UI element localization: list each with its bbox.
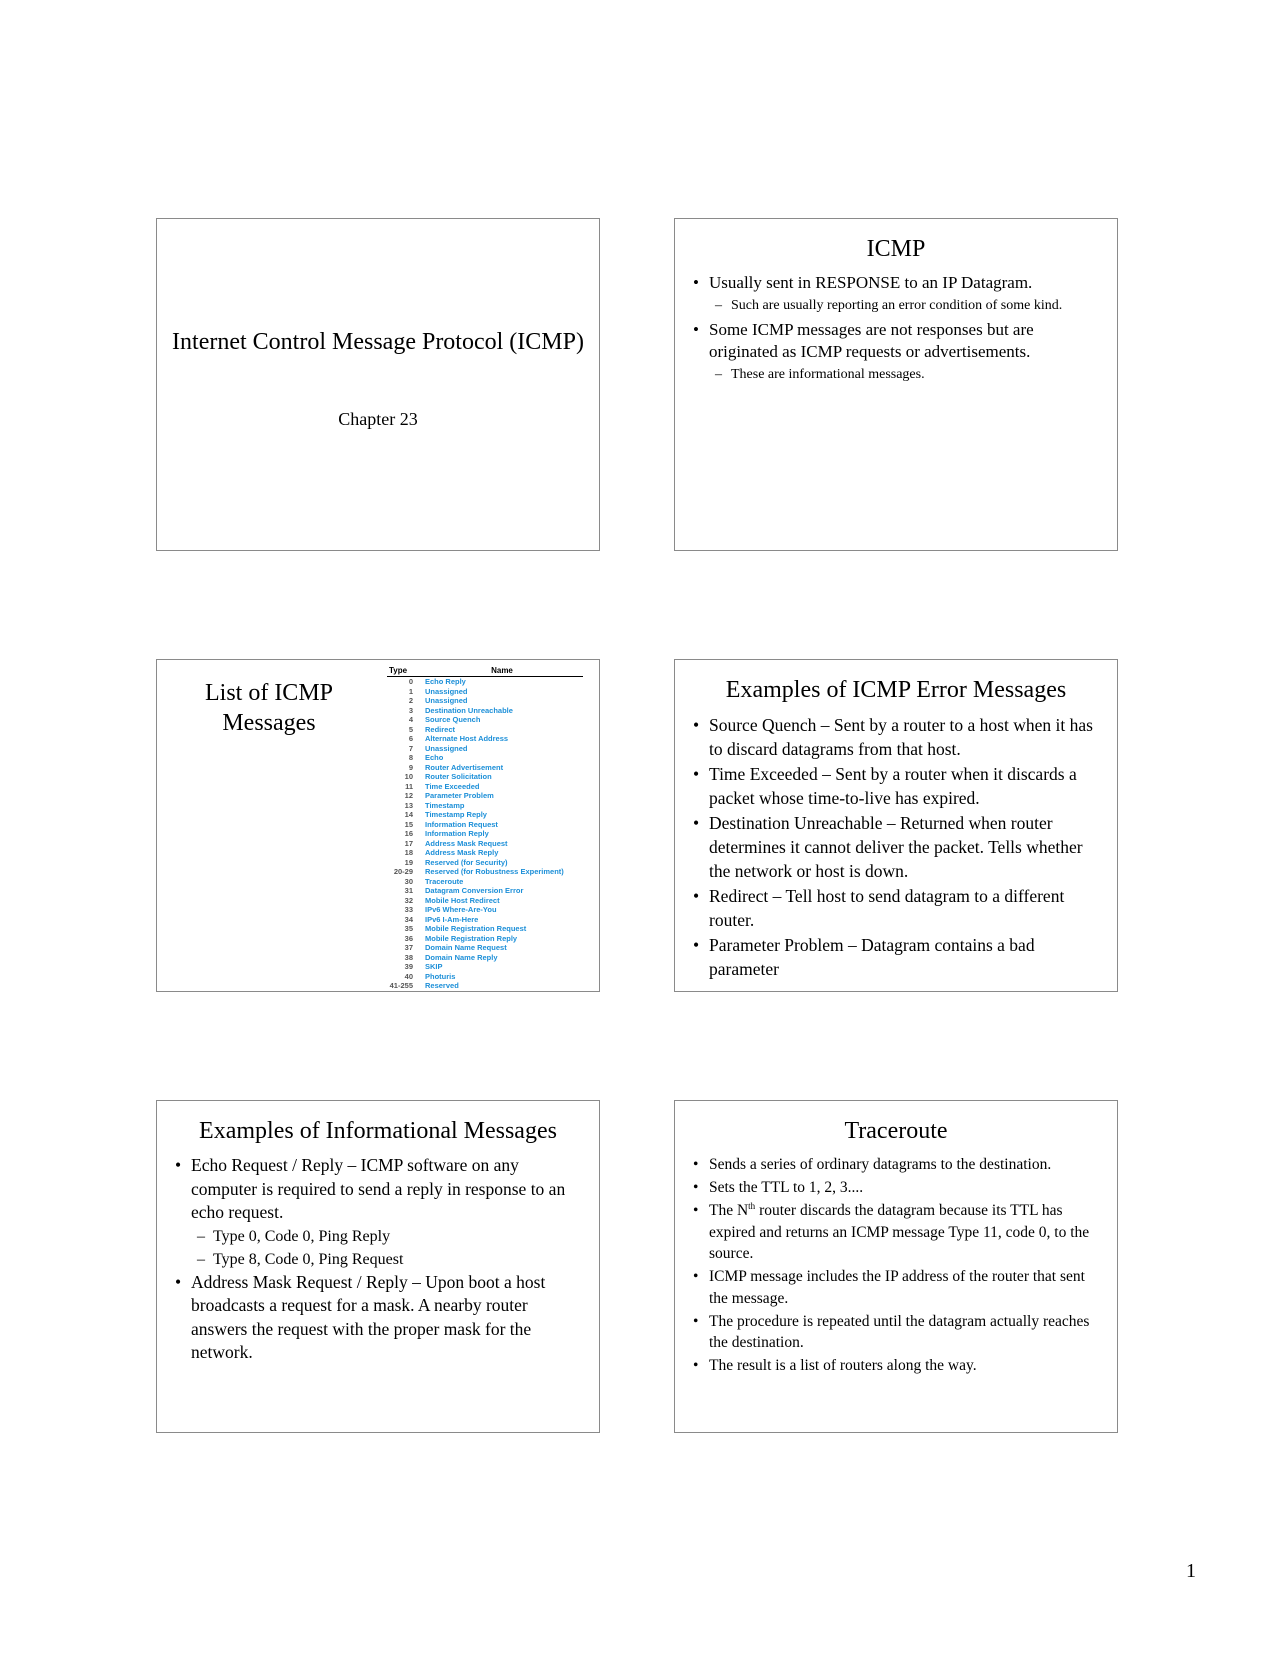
row-type: 13 bbox=[404, 800, 413, 810]
row-name: Timestamp bbox=[425, 800, 465, 810]
sub-bullet: – Type 0, Code 0, Ping Reply bbox=[197, 1225, 577, 1248]
bullet bbox=[173, 1154, 577, 1271]
row-name: Domain Name Reply bbox=[425, 952, 498, 962]
row-type: 1 bbox=[408, 686, 413, 696]
row-type: 40 bbox=[404, 971, 413, 981]
row-type: 39 bbox=[404, 962, 413, 971]
sub-bullets bbox=[715, 296, 1099, 315]
row-name: Datagram Conversion Error bbox=[425, 886, 524, 895]
header-type: Type bbox=[389, 666, 408, 675]
table-row bbox=[387, 782, 583, 792]
slide-1-subtitle: Chapter 23 bbox=[338, 409, 418, 429]
row-name: Unassigned bbox=[425, 686, 468, 696]
slide-6-title: Traceroute bbox=[844, 1118, 948, 1144]
row-name: Mobile Host Redirect bbox=[425, 895, 500, 905]
table-row bbox=[387, 962, 583, 972]
bullet: • Sets the TTL to 1, 2, 3.... bbox=[691, 1177, 1099, 1199]
slide-error-messages bbox=[674, 659, 1118, 992]
row-type: 31 bbox=[404, 886, 413, 895]
row-type: 19 bbox=[404, 857, 413, 867]
bullet-text: Usually sent in RESPONSE to an IP Datagram. bbox=[709, 273, 1033, 292]
slide-5-bullets bbox=[173, 1154, 577, 1365]
bullet: • Time Exceeded – Sent by a router when it discards a packet whose time-to-live has expired. bbox=[691, 762, 1101, 810]
bullet: • Sends a series of ordinary datagrams to the destination. bbox=[691, 1154, 1099, 1176]
slide-4-bullets bbox=[691, 713, 1101, 981]
row-type: 35 bbox=[404, 924, 413, 933]
row-name: Reserved (for Security) bbox=[425, 857, 508, 867]
table-row bbox=[387, 886, 583, 896]
bullet: • Source Quench – Sent by a router to a host when it has to discard datagrams from that host. bbox=[691, 713, 1101, 761]
table-row bbox=[387, 820, 583, 830]
table-row bbox=[387, 858, 583, 868]
bullet: • Destination Unreachable – Returned when router determines it cannot deliver the packet. Tells whether the network or host is down. bbox=[691, 811, 1101, 883]
bullet-text-post: router discards the datagram because its TTL has expired and returns an ICMP message Type 11, code 0, to the source. bbox=[709, 1202, 1090, 1262]
row-name: SKIP bbox=[425, 962, 443, 971]
bullet: • Parameter Problem – Datagram contains a bad parameter bbox=[691, 933, 1101, 981]
row-name: Timestamp Reply bbox=[425, 810, 487, 819]
slide-icmp bbox=[674, 218, 1118, 551]
row-name: Address Mask Reply bbox=[425, 848, 499, 857]
row-name: Alternate Host Address bbox=[425, 734, 509, 743]
row-name: Router Advertisement bbox=[425, 762, 504, 772]
row-name: Mobile Registration Request bbox=[425, 924, 527, 933]
table-body bbox=[387, 677, 583, 991]
table-row bbox=[387, 981, 583, 991]
bullet-text-pre: The N bbox=[709, 1202, 749, 1219]
row-type: 14 bbox=[404, 810, 413, 819]
page-number: 1 bbox=[1186, 1560, 1196, 1582]
row-type: 30 bbox=[404, 876, 413, 886]
row-type: 7 bbox=[408, 743, 413, 753]
row-type: 34 bbox=[404, 914, 413, 924]
row-type: 2 bbox=[408, 696, 413, 705]
row-name: Reserved bbox=[425, 981, 459, 990]
row-type: 38 bbox=[404, 952, 413, 962]
slide-2-bullets bbox=[691, 272, 1099, 384]
table-row bbox=[387, 763, 583, 773]
row-name: Address Mask Request bbox=[425, 838, 508, 848]
table-row bbox=[387, 801, 583, 811]
slide-2-title: ICMP bbox=[866, 236, 926, 262]
table-row bbox=[387, 934, 583, 944]
slide-informational-messages bbox=[156, 1100, 600, 1433]
row-type: 6 bbox=[408, 734, 413, 743]
bullet: • Address Mask Request / Reply – Upon boot a host broadcasts a request for a mask. A nearby router answers the request with the proper mask for the network. bbox=[173, 1271, 577, 1365]
table-row bbox=[387, 677, 583, 687]
sub-bullet: – Type 8, Code 0, Ping Request bbox=[197, 1248, 577, 1271]
bullet-text: Some ICMP messages are not responses but are originated as ICMP requests or advertisements. bbox=[709, 320, 1034, 361]
table-row bbox=[387, 744, 583, 754]
row-type: 11 bbox=[405, 781, 413, 791]
row-name: Echo bbox=[425, 753, 444, 762]
table-row bbox=[387, 943, 583, 953]
row-name: Echo Reply bbox=[425, 677, 466, 686]
sub-bullets bbox=[715, 365, 1099, 384]
row-name: Router Solicitation bbox=[425, 772, 492, 781]
bullet: • ICMP message includes the IP address of the router that sent the message. bbox=[691, 1266, 1099, 1309]
bullet bbox=[691, 319, 1099, 384]
slide-3-title: List of ICMP Messages bbox=[204, 680, 333, 736]
table-row bbox=[387, 734, 583, 744]
slide-title bbox=[156, 218, 600, 551]
row-type: 33 bbox=[404, 905, 413, 914]
table-row bbox=[387, 905, 583, 915]
table-row bbox=[387, 915, 583, 925]
bullet-text: Echo Request / Reply – ICMP software on any computer is required to send a reply in response to an echo request. bbox=[191, 1155, 566, 1222]
row-name: Information Reply bbox=[425, 829, 489, 838]
row-type: 16 bbox=[404, 829, 413, 838]
row-type: 32 bbox=[404, 895, 413, 905]
row-name: Parameter Problem bbox=[425, 791, 494, 800]
row-type: 12 bbox=[404, 791, 413, 800]
table-row bbox=[387, 715, 583, 725]
bullet: • The result is a list of routers along the way. bbox=[691, 1355, 1099, 1377]
slide-5-title: Examples of Informational Messages bbox=[199, 1118, 557, 1144]
row-name: Source Quench bbox=[425, 715, 481, 724]
slide-1-title: Internet Control Message Protocol (ICMP) bbox=[172, 329, 584, 355]
row-name: Photuris bbox=[425, 971, 456, 981]
table-row bbox=[387, 753, 583, 763]
table-row bbox=[387, 848, 583, 858]
bullet: • Redirect – Tell host to send datagram to a different router. bbox=[691, 884, 1101, 932]
slide-4-title: Examples of ICMP Error Messages bbox=[725, 677, 1067, 703]
row-name: Domain Name Request bbox=[425, 943, 507, 952]
row-name: Reserved (for Robustness Experiment) bbox=[425, 867, 564, 876]
row-name: Unassigned bbox=[425, 743, 468, 753]
row-type: 18 bbox=[404, 848, 413, 857]
row-type: 41-255 bbox=[389, 981, 413, 990]
table-row bbox=[387, 896, 583, 906]
table-row bbox=[387, 924, 583, 934]
slide-traceroute bbox=[674, 1100, 1118, 1433]
bullet: • The procedure is repeated until the datagram actually reaches the destination. bbox=[691, 1311, 1099, 1354]
row-type: 36 bbox=[404, 933, 413, 943]
row-type: 37 bbox=[404, 943, 413, 952]
table-row bbox=[387, 972, 583, 982]
superscript: th bbox=[748, 1200, 756, 1211]
table-row bbox=[387, 829, 583, 839]
slide-icmp-list bbox=[156, 659, 600, 992]
table-row bbox=[387, 696, 583, 706]
row-type: 15 bbox=[404, 819, 413, 829]
table-row bbox=[387, 867, 583, 877]
row-type: 3 bbox=[408, 705, 413, 715]
bullet bbox=[691, 272, 1099, 315]
row-name: Mobile Registration Reply bbox=[425, 933, 518, 943]
row-name: Unassigned bbox=[425, 696, 468, 705]
row-name: Destination Unreachable bbox=[425, 705, 513, 715]
table-header bbox=[387, 666, 583, 677]
bullet bbox=[691, 1200, 1099, 1265]
table-row bbox=[387, 877, 583, 887]
row-type: 5 bbox=[408, 724, 413, 734]
table-row bbox=[387, 772, 583, 782]
sub-bullet: – These are informational messages. bbox=[715, 365, 1099, 384]
table-row bbox=[387, 953, 583, 963]
row-type: 4 bbox=[408, 715, 413, 724]
table-row bbox=[387, 839, 583, 849]
row-type: 10 bbox=[404, 772, 413, 781]
table-row bbox=[387, 687, 583, 697]
row-name: Redirect bbox=[425, 724, 456, 734]
sub-bullets bbox=[197, 1225, 577, 1271]
icmp-type-table bbox=[387, 666, 583, 991]
row-type: 8 bbox=[408, 753, 413, 762]
header-name: Name bbox=[491, 666, 513, 675]
sub-bullet: – Such are usually reporting an error condition of some kind. bbox=[715, 296, 1099, 315]
row-name: IPv6 I-Am-Here bbox=[425, 914, 479, 924]
table-row bbox=[387, 810, 583, 820]
table-row bbox=[387, 725, 583, 735]
row-name: Information Request bbox=[425, 819, 498, 829]
table-row bbox=[387, 791, 583, 801]
row-name: Time Exceeded bbox=[425, 781, 480, 791]
row-type: 0 bbox=[408, 677, 413, 686]
row-name: IPv6 Where-Are-You bbox=[425, 905, 497, 914]
table-row bbox=[387, 706, 583, 716]
row-name: Traceroute bbox=[425, 876, 464, 886]
row-type: 20-29 bbox=[393, 867, 413, 876]
slide-6-bullets bbox=[691, 1154, 1099, 1377]
row-type: 9 bbox=[408, 762, 413, 772]
row-type: 17 bbox=[404, 838, 413, 848]
